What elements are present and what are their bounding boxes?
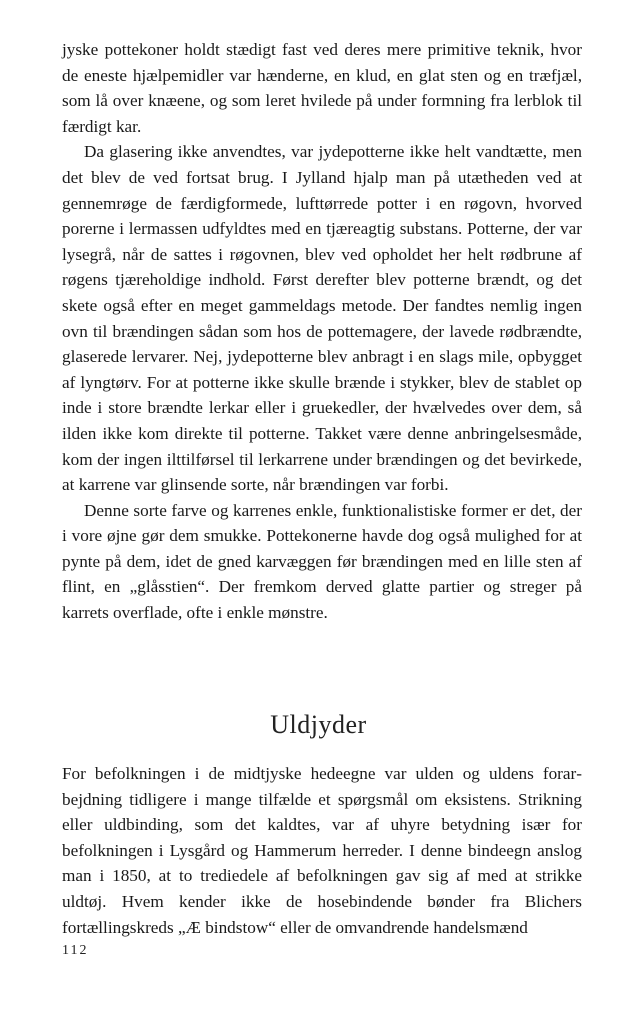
paragraph-black-color: Denne sorte farve og karrenes enkle, funktionalistiske former er det, der i vore øjne gør dem smukke. Pottekonerne havde dog også mulighed for at pynte på dem, idet de gned karvæggen før brændingen med en lille sten af flint, en „glåsstien“. Der fremkom derved glatte partier og streger på karrets overflade, ofte i enkle mønstre. [62, 500, 582, 623]
paragraph-glazing: Da glasering ikke anvendtes, var jydepotterne ikke helt vandtætte, men det blev de ved fortsat brug. I Jylland hjalp man på utætheden ved at gennemrøge de færdigformede, lufttørrede potter i en røgovn, hvorved porerne i lermassen udfyldtes med en tjæreagtig substans. Potterne, der var lysegrå, når de sattes i røgovnen, blev ved opholdet her helt rødbrune af røgens tjæreholdige indhold. Først derefter blev potterne brændt, og det skete også efter en meget gammeldags metode. Der fandtes nemlig ingen ovn til brændingen sådan som hos de pottemagere, der lavede rødbrændte, glaserede lervarer. Nej, jydepotterne blev anbragt i en slags mile, opbygget af lyngtørv. For at potterne ikke skulle brænde i stykker, blev de stablet op inde i store brændte lerkar eller i gruekedler, der hvælvedes over dem, så ilden ikke kom direkte til potterne. Takket være denne anbringelsesmåde, kom der ingen ilttilførsel til lerkarrene under brændingen og det bevirkede, at karrene var glinsende sorte, når brændingen var forbi. [62, 142, 582, 495]
section-heading: Uldjyder [270, 710, 367, 739]
bottom-text-section [62, 761, 582, 940]
top-text-section [62, 37, 582, 626]
paragraph-wool: For befolkningen i de midtjyske hedeegne var ulden og uldens forarbejdning tidligere i mange tilfælde et spørgsmål om eksistens. Strikning eller uldbinding, som det kaldtes, var af uhyre betydning især for befolkningen i Lysgård og Hammerum herreder. I denne bindeegn anslog man i 1850, at to trediedele af befolkningen gav sig af med at strikke uldtøj. Hvem kender ikke de hosebindende bønder fra Blichers fortællingskreds „Æ bindstow“ eller de omvandrende handelsmænd [62, 764, 582, 937]
page-number: 112 [62, 943, 89, 958]
paragraph-continued: jyske pottekoner holdt stædigt fast ved deres mere primitive teknik, hvor de eneste hjælpemidler var hænderne, en klud, en glat sten og en træfjæl, som lå over knæene, og som leret hvilede på under formning fra lerblok til færdigt kar. [62, 40, 582, 136]
